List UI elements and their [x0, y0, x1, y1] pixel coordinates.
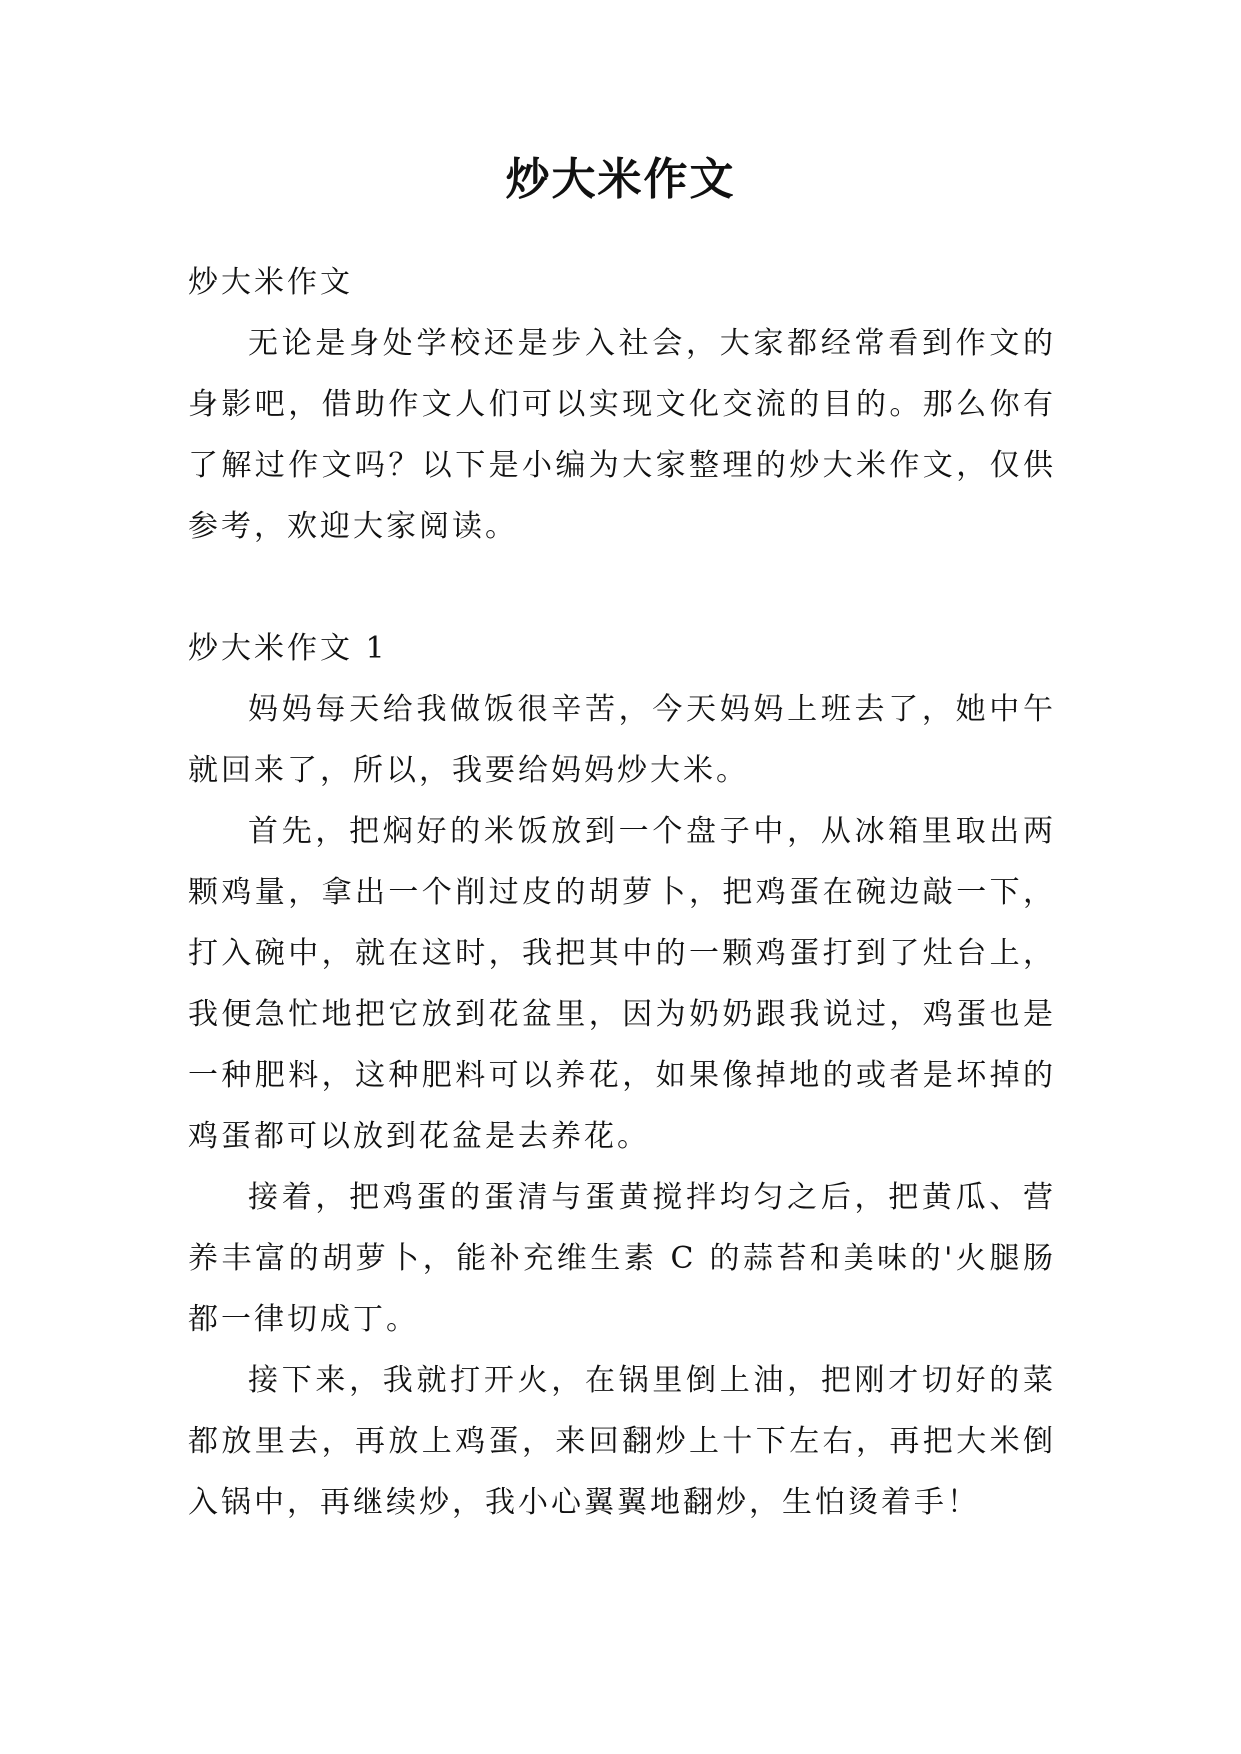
intro-heading: 炒大米作文 — [188, 265, 353, 300]
document-title: 炒大米作文 — [505, 154, 736, 205]
intro-section — [188, 252, 1056, 557]
essay-1-heading: 炒大米作文 1 — [188, 631, 388, 666]
essay-1-paragraph: 首先，把焖好的米饭放到一个盘子中，从冰箱里取出两颗鸡量，拿出一个削过皮的胡萝卜，把鸡蛋在碗边敲一下，打入碗中，就在这时，我把其中的一颗鸡蛋打到了灶台上，我便急忙地把它放到花盆里，因为奶奶跟我说过，鸡蛋也是一种肥料，这种肥料可以养花，如果像掉地的或者是坏掉的鸡蛋都可以放到花盆是去养花。 — [188, 814, 1056, 1154]
essay-1-paragraph: 接着，把鸡蛋的蛋清与蛋黄搅拌均匀之后，把黄瓜、营养丰富的胡萝卜，能补充维生素 C 的蒜苔和美味的'火腿肠都一律切成丁。 — [188, 1180, 1056, 1337]
essay-1-paragraph: 妈妈每天给我做饭很辛苦，今天妈妈上班去了，她中午就回来了，所以，我要给妈妈炒大米。 — [188, 692, 1056, 788]
essay-1-paragraph: 接下来，我就打开火，在锅里倒上油，把刚才切好的菜都放里去，再放上鸡蛋，来回翻炒上十下左右，再把大米倒入锅中，再继续炒，我小心翼翼地翻炒，生怕烫着手！ — [188, 1363, 1056, 1520]
intro-paragraph: 无论是身处学校还是步入社会，大家都经常看到作文的身影吧，借助作文人们可以实现文化交流的目的。那么你有了解过作文吗？以下是小编为大家整理的炒大米作文，仅供参考，欢迎大家阅读。 — [188, 326, 1056, 544]
essay-1-section — [188, 618, 1056, 1533]
